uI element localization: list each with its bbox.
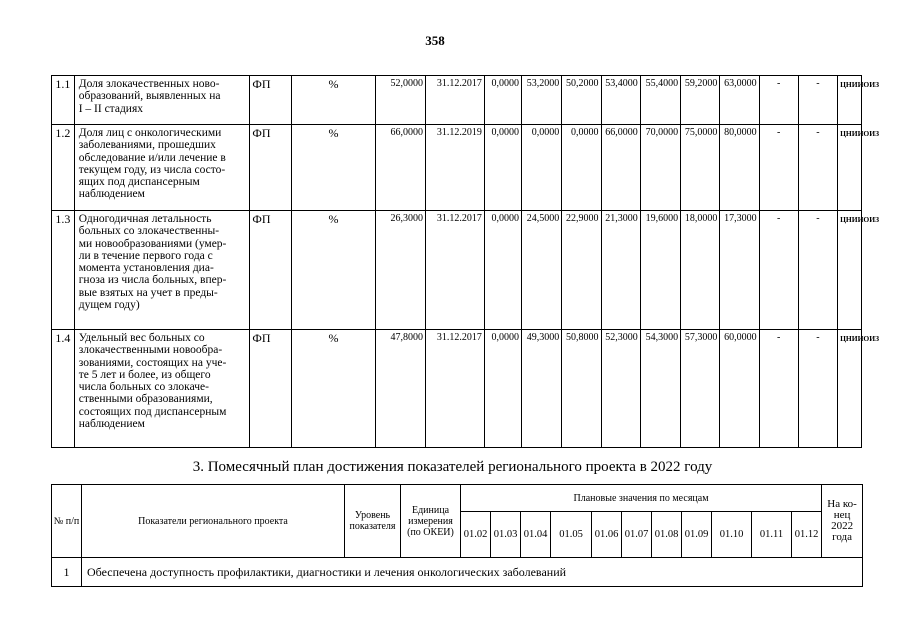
indicator-level: ФП (250, 330, 291, 448)
indicator-name-line: гноза из числа больных, впер- (78, 274, 227, 287)
indicator-name-line: вые взятых на учет в преды- (78, 286, 218, 299)
year-value: 57,3000 (681, 330, 720, 448)
indicator-name-line: ящих под диспансерным (78, 176, 200, 189)
indicator-name-line: состоящих под диспансерным (78, 405, 227, 418)
section-title: 3. Помесячный план достижения показателей регионального проекта в 2022 году (192, 459, 713, 475)
row-num: 1 (52, 558, 82, 587)
year-value: 0,0000 (484, 211, 521, 330)
year-value: 24,5000 (522, 211, 562, 330)
dash-cell: - (798, 76, 837, 125)
indicator-name-line: момента установления диа- (78, 262, 214, 275)
year-value: 75,0000 (681, 125, 720, 211)
row-number: 1.2 (52, 125, 75, 211)
row-number: 1.4 (52, 330, 75, 448)
indicator-name-line: заболеваниями, прошедших (78, 139, 216, 152)
year-value: 59,2000 (681, 76, 720, 125)
indicator-name (74, 330, 250, 448)
base-value: 26,3000 (376, 211, 426, 330)
year-value: 60,0000 (720, 330, 759, 448)
dash-cell: - (798, 125, 837, 211)
year-value: 17,3000 (720, 211, 759, 330)
indicator-name (74, 125, 250, 211)
base-date: 31.12.2017 (425, 211, 484, 330)
year-value: 21,3000 (601, 211, 640, 330)
indicator-name-line: Доля злокачественных ново- (78, 78, 220, 90)
data-source: ЦНИИОИЗ (838, 330, 862, 448)
indicator-unit: % (291, 330, 376, 448)
month-header: 01.03 (491, 512, 521, 558)
header-unit: Единица измерения (по ОКЕИ) (401, 485, 461, 558)
year-value: 55,4000 (640, 76, 680, 125)
indicator-row (52, 330, 862, 448)
indicator-name-line: обследование и/или лечение в (78, 151, 226, 164)
dash-cell: - (798, 211, 837, 330)
year-value: 63,0000 (720, 76, 759, 125)
base-value: 66,0000 (376, 125, 426, 211)
indicator-name-line: те 5 лет и более, из общего (78, 368, 211, 381)
indicator-name (74, 76, 250, 125)
month-header: 01.09 (682, 512, 712, 558)
header-level: Уровень показателя (345, 485, 401, 558)
year-value: 0,0000 (484, 76, 521, 125)
month-header: 01.08 (652, 512, 682, 558)
indicator-name (74, 211, 250, 330)
page-number: 358 (425, 33, 445, 48)
year-value: 53,2000 (522, 76, 562, 125)
indicator-name-line: образований, выявленных на (78, 90, 221, 103)
indicator-name-line: наблюдением (78, 418, 145, 431)
month-header: 01.11 (752, 512, 792, 558)
indicator-row (52, 211, 862, 330)
indicator-level: ФП (250, 76, 291, 125)
dash-cell: - (759, 76, 798, 125)
row-text: Обеспечена доступность профилактики, диагностики и лечения онкологических заболеваний (82, 558, 863, 587)
dash-cell: - (759, 211, 798, 330)
indicator-unit: % (291, 125, 376, 211)
base-date: 31.12.2017 (425, 330, 484, 448)
year-value: 66,0000 (601, 125, 640, 211)
dash-cell: - (759, 330, 798, 448)
indicator-name-line: Одногодичная летальность (78, 213, 212, 225)
indicator-name-line: зованиями, состоящих на уче- (78, 356, 227, 369)
header-planned: Плановые значения по месяцам (461, 485, 822, 512)
base-date: 31.12.2017 (425, 76, 484, 125)
year-value: 19,6000 (640, 211, 680, 330)
indicator-name-line: I – II стадиях (78, 102, 144, 115)
data-source: ЦНИИОИЗ (838, 125, 862, 211)
base-value: 47,8000 (376, 330, 426, 448)
month-header: 01.10 (712, 512, 752, 558)
indicator-unit: % (291, 76, 376, 125)
data-source: ЦНИИОИЗ (838, 76, 862, 125)
month-header: 01.06 (592, 512, 622, 558)
indicator-name-line: Доля лиц с онкологическими (78, 127, 222, 139)
year-value: 0,0000 (484, 330, 521, 448)
year-value: 50,8000 (562, 330, 601, 448)
dash-cell: - (798, 330, 837, 448)
indicator-name-line: больных со злокачественны- (78, 225, 220, 238)
base-date: 31.12.2019 (425, 125, 484, 211)
indicator-name-line: злокачественными новообра- (78, 344, 223, 357)
header-indicators: Показатели регионального проекта (82, 485, 345, 558)
month-header: 01.07 (622, 512, 652, 558)
indicator-name-line: ственными образованиями, (78, 393, 213, 406)
base-value: 52,0000 (376, 76, 426, 125)
year-value: 50,2000 (562, 76, 601, 125)
header-num: № п/п (52, 485, 82, 558)
indicator-name-line: наблюдением (78, 188, 145, 201)
data-source: ЦНИИОИЗ (838, 211, 862, 330)
month-header: 01.04 (521, 512, 551, 558)
indicators-table (51, 75, 880, 448)
year-value: 52,3000 (601, 330, 640, 448)
year-value: 53,4000 (601, 76, 640, 125)
year-value: 0,0000 (522, 125, 562, 211)
year-value: 49,3000 (522, 330, 562, 448)
year-value: 80,0000 (720, 125, 759, 211)
indicator-name-line: ли в течение первого года с (78, 249, 213, 262)
year-value: 70,0000 (640, 125, 680, 211)
year-value: 54,3000 (640, 330, 680, 448)
year-value: 0,0000 (562, 125, 601, 211)
indicator-level: ФП (250, 125, 291, 211)
row-number: 1.3 (52, 211, 75, 330)
month-header: 01.12 (792, 512, 822, 558)
indicator-name-line: дущем году) (78, 299, 140, 312)
indicator-name-line: текущем году, из числа состо- (78, 163, 226, 176)
indicator-name-line: ми новообразованиями (умер- (78, 237, 227, 250)
year-value: 0,0000 (484, 125, 521, 211)
indicator-name-line: числа больных со злокаче- (78, 381, 209, 394)
dash-cell: - (759, 125, 798, 211)
monthly-plan-table (51, 484, 863, 587)
year-value: 22,9000 (562, 211, 601, 330)
row-number: 1.1 (52, 76, 75, 125)
indicator-name-line: Удельный вес больных со (78, 332, 205, 344)
indicator-level: ФП (250, 211, 291, 330)
header-year-end: На ко- нец 2022 года (822, 485, 863, 558)
year-value: 18,0000 (681, 211, 720, 330)
indicator-row (52, 125, 862, 211)
indicator-unit: % (291, 211, 376, 330)
month-header: 01.05 (551, 512, 592, 558)
indicator-row (52, 76, 862, 125)
month-header: 01.02 (461, 512, 491, 558)
